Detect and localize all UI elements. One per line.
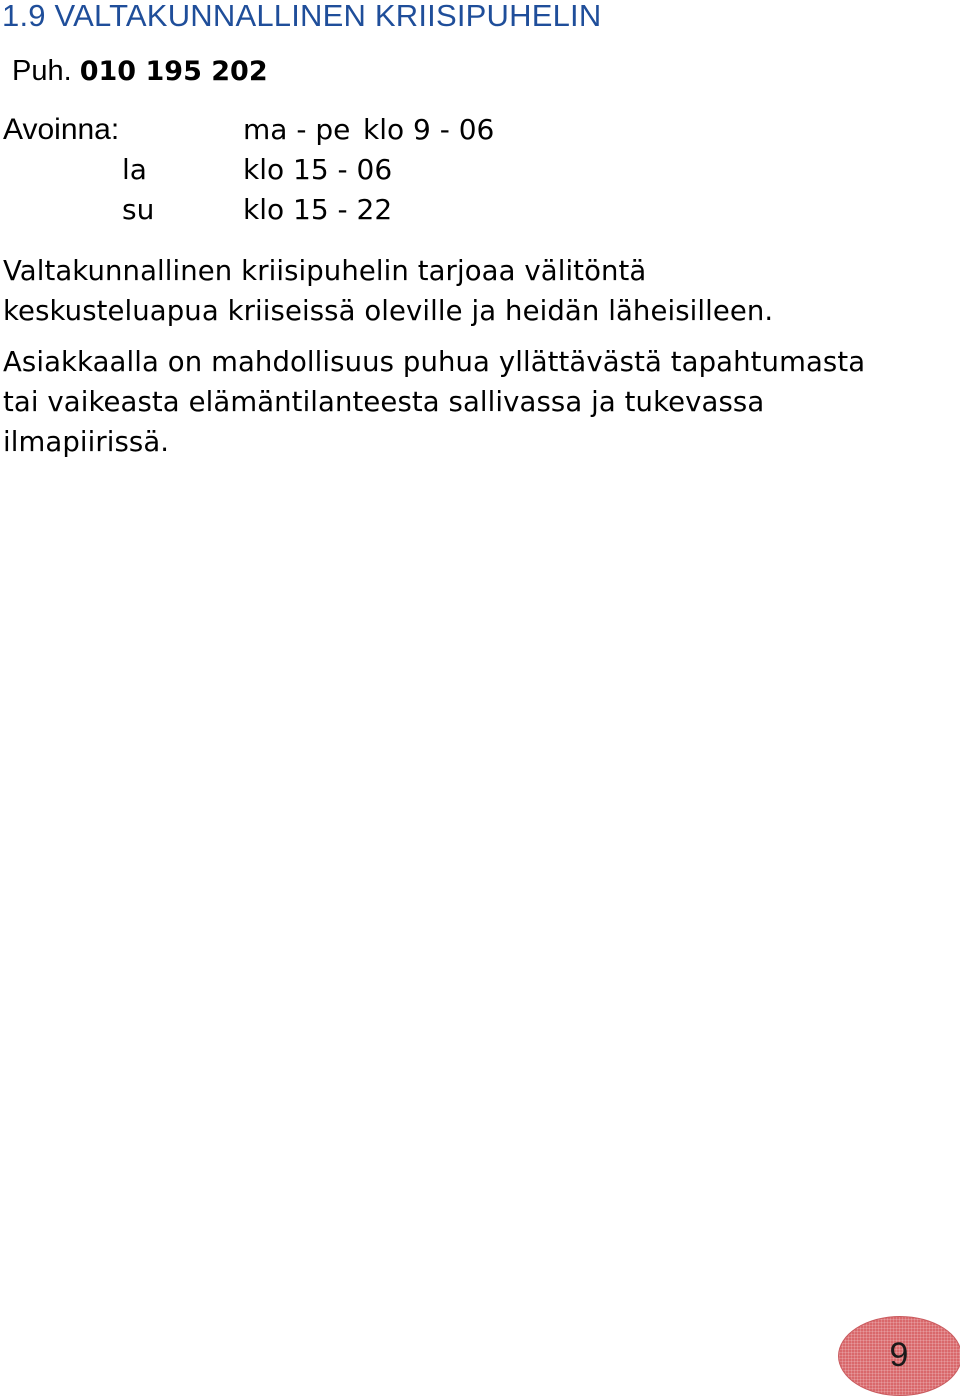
phone-number: 010 195 202	[79, 56, 268, 87]
paragraph-line: ilmapiirissä.	[3, 426, 170, 458]
hours-row-time: klo 15 - 22	[243, 193, 393, 226]
page-number: 9	[889, 1336, 909, 1374]
opening-hours-label: Avoinna:	[3, 113, 120, 146]
paragraph-line: Asiakkaalla on mahdollisuus puhua yllättävästä tapahtumasta	[3, 346, 866, 378]
paragraph-line: keskusteluapua kriiseissä oleville ja heidän läheisilleen.	[3, 295, 774, 327]
hours-row-days: su	[122, 193, 155, 226]
hours-row-time: klo 9 - 06	[363, 113, 495, 146]
hours-row-days: ma - pe	[243, 113, 351, 146]
hours-row-days: la	[122, 153, 147, 186]
paragraph-line: Valtakunnallinen kriisipuhelin tarjoaa välitöntä	[3, 255, 647, 287]
paragraph-line: tai vaikeasta elämäntilanteesta sallivassa ja tukevassa	[3, 386, 765, 418]
phone-line	[12, 52, 268, 91]
hours-row-time: klo 15 - 06	[243, 153, 393, 186]
phone-label: Puh.	[12, 55, 72, 87]
section-heading: 1.9 VALTAKUNNALLINEN KRIISIPUHELIN	[2, 0, 602, 33]
